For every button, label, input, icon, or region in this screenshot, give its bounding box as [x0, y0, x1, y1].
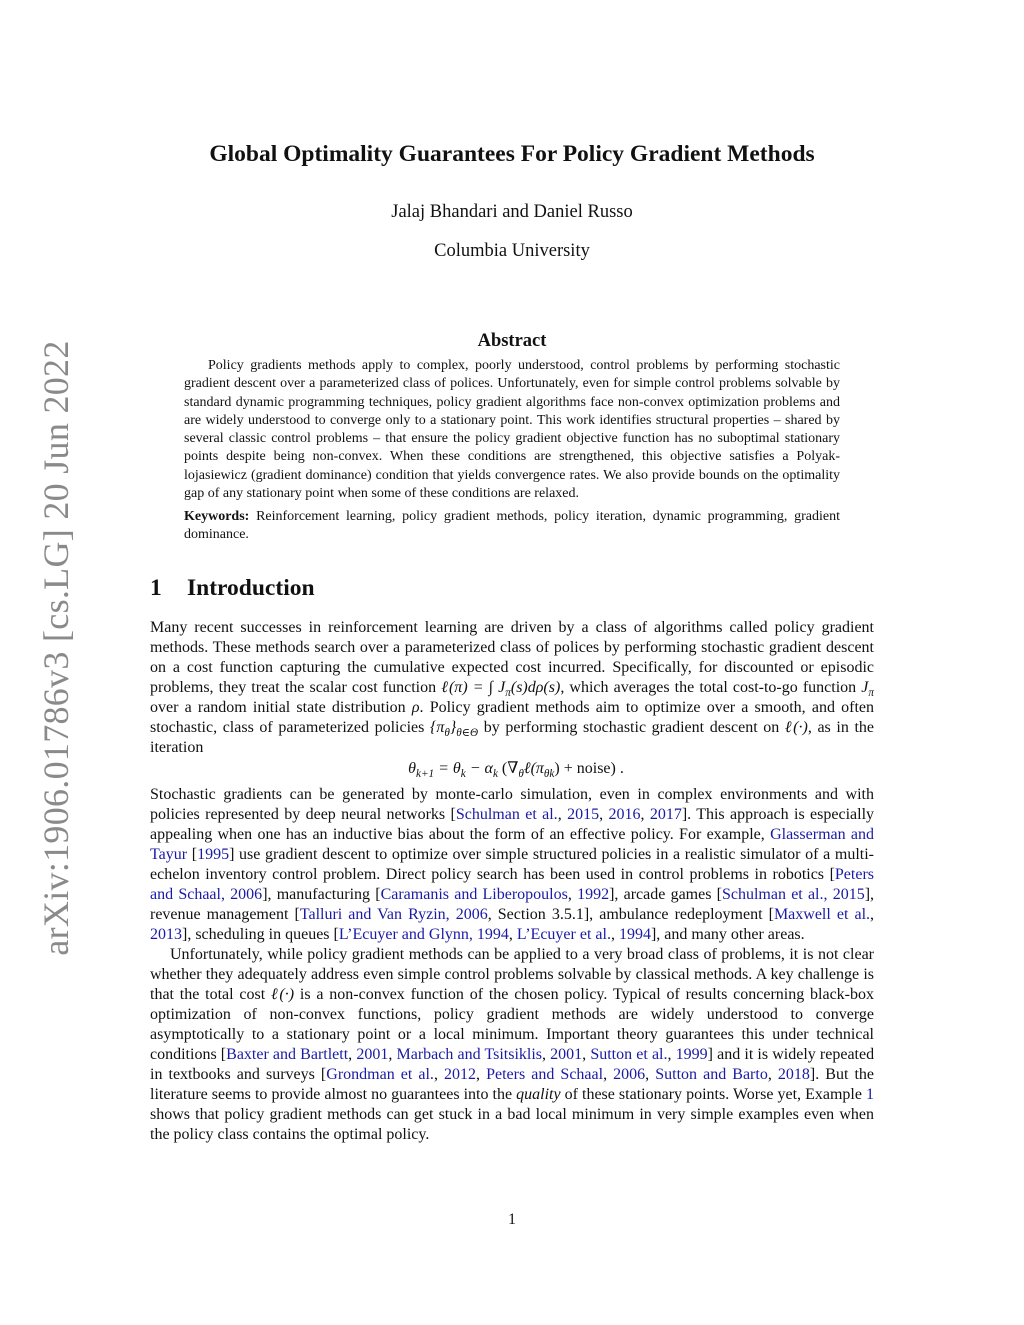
- citation-link[interactable]: Grondman et al.: [326, 1066, 434, 1083]
- citation-link[interactable]: 2018: [777, 1066, 810, 1083]
- citation-link[interactable]: L’Ecuyer and Glynn, 1994: [338, 926, 509, 943]
- citation-link[interactable]: Baxter and Bartlett: [226, 1046, 349, 1063]
- keywords-label: Keywords:: [184, 509, 250, 524]
- arxiv-identifier-stamp: arXiv:1906.01786v3 [cs.LG] 20 Jun 2022: [36, 340, 76, 956]
- citation-link[interactable]: 1992: [577, 886, 610, 903]
- affiliation: Columbia University: [434, 241, 590, 261]
- citation-link[interactable]: 2017: [649, 806, 682, 823]
- authors: Jalaj Bhandari and Daniel Russo: [391, 202, 633, 222]
- citation-link[interactable]: Talluri and Van Ryzin, 2006: [299, 906, 488, 923]
- keywords: [184, 508, 840, 545]
- citation-link[interactable]: 1995: [197, 846, 230, 863]
- citation-link[interactable]: Sutton and Barto: [655, 1066, 768, 1083]
- citation-link[interactable]: Schulman et al.,: [721, 886, 828, 903]
- citation-link[interactable]: 2015: [832, 886, 865, 903]
- citation-link[interactable]: 2001: [550, 1046, 583, 1063]
- introduction-body: [150, 618, 874, 1145]
- paper-title: Global Optimality Guarantees For Policy Gradient Methods: [209, 141, 815, 167]
- intro-paragraph-1: Many recent successes in reinforcement learning are driven by a class of algorithms called policy gradient methods. These methods search over a parameterized class of polices by performing stochastic gradient descent on a cost function capturing the cumulative expected cost incurred. Specifically, for discounted or episodic problems, they treat the scalar cost function ℓ(π) = ∫ $J_\pi(s)d\rho(s)$, which averages the total cost-to-go function $J_\pi$ over a random initial state distribution ρ. Policy gradient methods aim to optimize over a smooth, and often stochastic, class of parameterized policies $\{\pi_\theta\}_{\theta\in\Theta}$ by performing stochastic gradient descent on ℓ(·), as in the iteration: [150, 619, 875, 756]
- example-link[interactable]: 1: [866, 1086, 875, 1103]
- section-number: 1: [150, 575, 162, 601]
- gradient-update-equation: $\theta_{k+1} = \theta_k - \alpha_k$ ($\nabla_\theta\ell(\pi_{\theta k})$ + noise) .: [408, 760, 624, 781]
- citation-link[interactable]: Schulman et al.: [455, 806, 558, 823]
- citation-link[interactable]: Peters and Schaal, 2006: [150, 866, 874, 903]
- citation-link[interactable]: 2012: [444, 1066, 477, 1083]
- citation-link[interactable]: 2013: [150, 926, 182, 943]
- citation-link[interactable]: Marbach and Tsitsiklis: [396, 1046, 543, 1063]
- citation-link[interactable]: L’Ecuyer et al.: [516, 926, 611, 943]
- citation-link[interactable]: Peters and Schaal: [486, 1066, 604, 1083]
- citation-link[interactable]: 2001: [356, 1046, 389, 1063]
- intro-paragraph-3: Unfortunately, while policy gradient methods can be applied to a very broad class of problems, it is not clear whether they adequately address even simple control problems solvable by classical methods. A key challenge is that the total cost ℓ(·) is a non-convex function of the chosen policy. Typical of results concerning black-box optimization of non-convex functions, policy gradient methods are widely understood to converge asymptotically to a stationary point or a local minimum. Important theory guarantees this under technical conditions [Baxter and Bartlett, 2001, Marbach and Tsitsiklis, 2001, Sutton et al., 1999] and it is widely repeated in textbooks and surveys [Grondman et al., 2012, Peters and Schaal, 2006, Sutton and Barto, 2018]. But the literature seems to provide almost no guarantees into the quality of these stationary points. Worse yet, Example 1 shows that policy gradient methods can get stuck in a bad local minimum in very simple examples even when the policy class contains the optimal policy.: [150, 946, 875, 1143]
- citation-link[interactable]: Sutton et al.: [590, 1046, 668, 1063]
- citation-link[interactable]: 2016: [608, 806, 641, 823]
- section-title: Introduction: [187, 575, 315, 601]
- citation-link[interactable]: Caramanis and Liberopoulos: [380, 886, 568, 903]
- intro-paragraph-2: Stochastic gradients can be generated by monte-carlo simulation, even in complex environments and with policies represented by deep neural networks [Schulman et al., 2015, 2016, 2017]. This approach is especially appealing when one has an inductive bias about the form of an effective policy. For example, Glasserman and Tayur [1995] use gradient descent to optimize over simple structured policies in a realistic simulator of a multi-echelon inventory control problem. Direct policy search has been used in control problems in robotics [Peters and Schaal, 2006], manufacturing [Caramanis and Liberopoulos, 1992], arcade games [Schulman et al., 2015], revenue management [Talluri and Van Ryzin, 2006, Section 3.5.1], ambulance redeployment [Maxwell et al., 2013], scheduling in queues [L’Ecuyer and Glynn, 1994, L’Ecuyer et al., 1994], and many other areas.: [150, 786, 875, 943]
- citation-link[interactable]: 1994: [618, 926, 651, 943]
- keywords-text: Reinforcement learning, policy gradient methods, policy iteration, dynamic programming, gradient dominance.: [184, 509, 840, 543]
- section-heading-introduction: [150, 573, 874, 603]
- page-number: 1: [508, 1211, 516, 1228]
- citation-link[interactable]: 1999: [675, 1046, 708, 1063]
- abstract-heading: Abstract: [477, 331, 547, 351]
- citation-link[interactable]: 2006: [613, 1066, 646, 1083]
- citation-link[interactable]: Glasserman and Tayur: [150, 826, 875, 863]
- citation-link[interactable]: Maxwell et al.: [773, 906, 871, 923]
- citation-link[interactable]: 2015: [567, 806, 600, 823]
- abstract-text: Policy gradients methods apply to complex, poorly understood, control problems by performing stochastic gradient descent over a parameterized class of polices. Unfortunately, even for simple control problems solvable by standard dynamic programming techniques, policy gradient algorithms face non-convex optimization problems and are widely understood to converge only to a stationary point. This work identifies structural properties – shared by several classic control problems – that ensure the policy gradient objective function has no suboptimal stationary points despite being non-convex. When these conditions are strengthened, this objective satisfies a Polyak-lojasiewicz (gradient dominance) condition that yields convergence rates. We also provide bounds on the optimality gap of any stationary point when some of these conditions are relaxed.: [184, 358, 840, 502]
